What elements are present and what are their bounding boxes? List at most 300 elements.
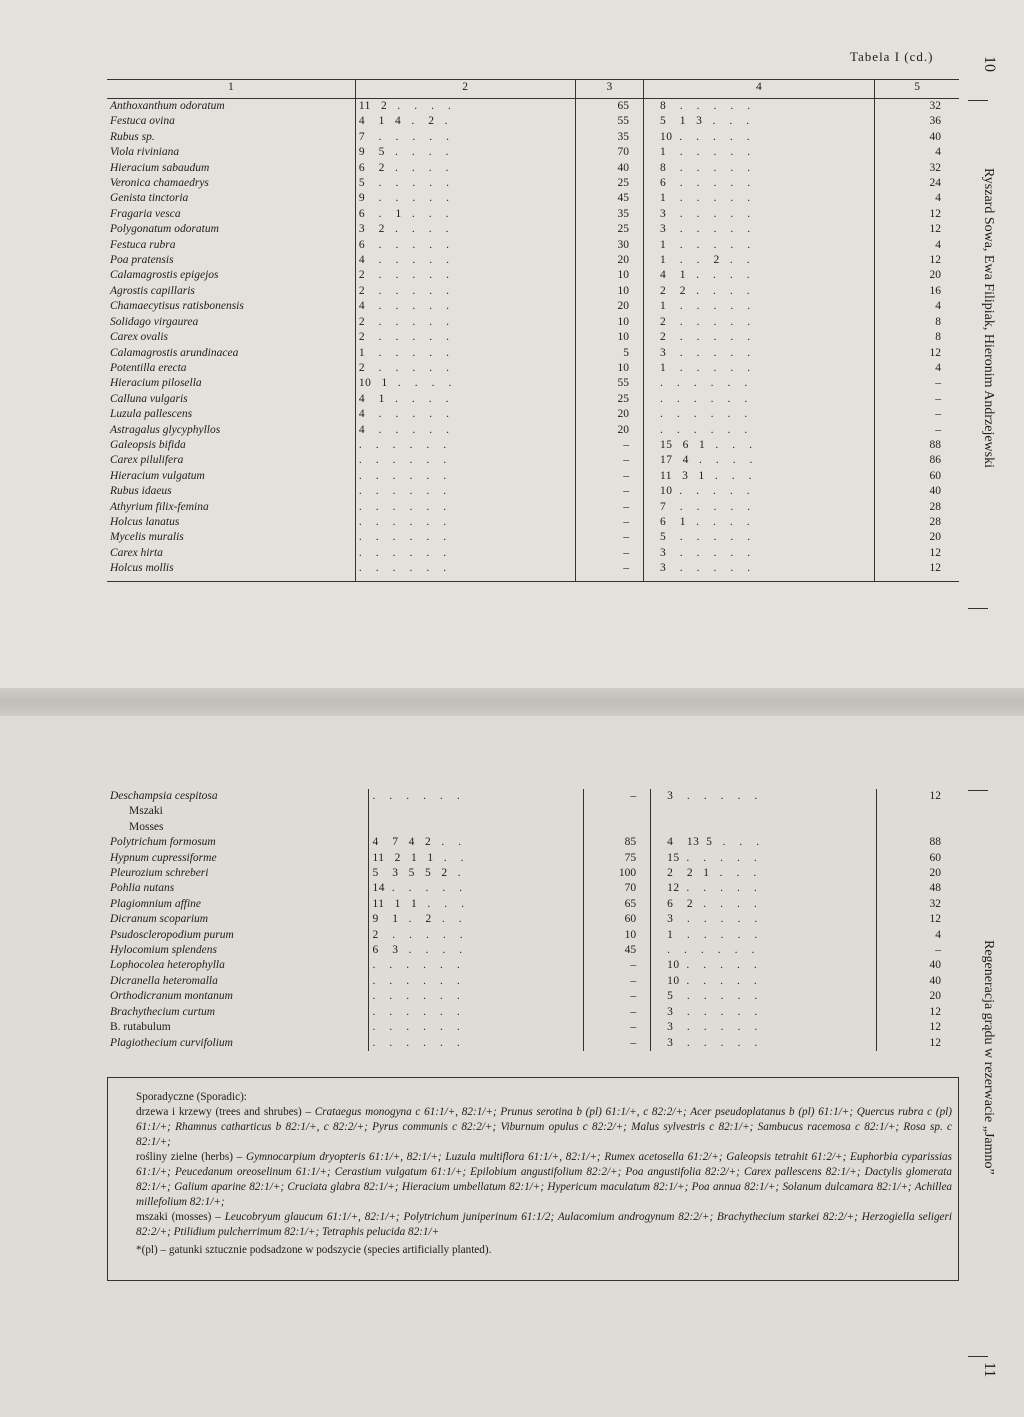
plot-values-cell: 11 1 1 . . .: [369, 897, 584, 912]
cover-cell: 40: [875, 484, 959, 499]
page-number-top: 10: [981, 56, 998, 72]
cover-cell: –: [584, 1020, 651, 1035]
cover-cell: –: [575, 530, 643, 545]
plot-values-cell: . . . . . .: [355, 561, 575, 581]
cover-cell: 55: [575, 114, 643, 129]
species-cell: Holcus lanatus: [110, 515, 180, 528]
species-cell: Polygonatum odoratum: [110, 223, 219, 236]
col-header-4: 4: [643, 80, 874, 99]
cover-cell: –: [575, 438, 643, 453]
cover-cell: 12: [877, 1036, 959, 1051]
species-cell: Rubus sp.: [110, 130, 155, 143]
species-cell: Astragalus glycyphyllos: [110, 423, 221, 436]
plot-values-cell: 6 . . . . .: [643, 176, 874, 191]
plot-values-cell: 12 . . . . .: [651, 881, 877, 896]
cover-cell: 12: [877, 912, 959, 927]
cover-cell: 24: [875, 176, 959, 191]
herbs-list: Gymnocarpium dryopteris 61:1/+, 82:1/+; Luzula multiflora 61:1/+, 82:1/+; Rumex acetosella 61:2/+; Galeopsis tetrahit 61:2/+; Euphorbia cyparissias 61:1/+; Peucedanum oreoselinum 61:1/+; Cerastium vulgatum 61:1/+; Epilobium angustifolium 82:2/+; Poa angustifolia 82:2/+; Carex pallescens 82:1/+; Dactylis glomerata 82:1/+; Galium aparine 82:1/+; Cruciata glabra 82:1/+; Hieracium umbellatum 82:1/+; Hypericum maculatum 82:1/+; Poa annua 82:1/+; Solanum dulcamara 82:1/+; Achillea millefolium 82:1/+;: [136, 1151, 952, 1208]
species-cell: Potentilla erecta: [110, 361, 187, 374]
species-cell: Psudoscleropodium purum: [110, 928, 234, 941]
table-row: [107, 820, 959, 835]
plot-values-cell: 4 . . . . .: [355, 423, 575, 438]
plot-values-cell: . . . . . .: [369, 974, 584, 989]
plot-values-cell: 2 . . . . .: [355, 284, 575, 299]
cover-cell: 8: [875, 330, 959, 345]
table-row: [107, 423, 959, 438]
table-row: [107, 974, 959, 989]
plot-values-cell: 3 . . . . .: [643, 346, 874, 361]
plot-values-cell: 11 2 1 1 . .: [369, 851, 584, 866]
species-cell: Plagiomnium affine: [110, 897, 202, 910]
species-cell: Orthodicranum montanum: [110, 990, 233, 1003]
species-cell: Mycelis muralis: [110, 531, 184, 544]
plot-values-cell: 2 . . . . .: [643, 315, 874, 330]
cover-cell: 12: [875, 561, 959, 581]
plot-values-cell: . . . . . .: [355, 453, 575, 468]
species-cell: Luzula pallescens: [110, 408, 193, 421]
col-header-5: 5: [875, 80, 959, 99]
plot-values-cell: 6 1 . . . .: [643, 515, 874, 530]
plot-values-cell: 1 . . . . .: [643, 238, 874, 253]
plot-values-cell: 1 . . 2 . .: [643, 253, 874, 268]
table-row: [107, 130, 959, 145]
cover-cell: 4: [875, 238, 959, 253]
cover-cell: 10: [575, 315, 643, 330]
species-cell: Poa pratensis: [110, 254, 174, 267]
species-cell: Pohlia nutans: [110, 882, 175, 895]
cover-cell: 32: [875, 99, 959, 115]
plot-values-cell: 7 . . . . .: [355, 130, 575, 145]
species-cell: Fragaria vesca: [110, 207, 181, 220]
cover-cell: –: [875, 392, 959, 407]
species-cell: Hieracium sabaudum: [110, 161, 210, 174]
table-row: [107, 789, 959, 804]
plot-values-cell: 6 2 . . . .: [651, 897, 877, 912]
table-row: [107, 804, 959, 819]
plot-values-cell: . . . . . .: [643, 376, 874, 391]
plot-values-cell: 11 3 1 . . .: [643, 469, 874, 484]
table-row: [107, 222, 959, 237]
cover-cell: 4: [875, 191, 959, 206]
plot-values-cell: 3 . . . . .: [643, 222, 874, 237]
plot-values-cell: 1 . . . . .: [651, 928, 877, 943]
species-cell: Dicranella heteromalla: [110, 974, 218, 987]
plot-values-cell: 15 . . . . .: [651, 851, 877, 866]
plot-values-cell: . . . . . .: [355, 500, 575, 515]
cover-cell: –: [584, 1036, 651, 1051]
cover-cell: 8: [875, 315, 959, 330]
margin-rule: [968, 790, 988, 791]
table-row: [107, 515, 959, 530]
species-cell: Hylocomium splendens: [110, 944, 217, 957]
plot-values-cell: . . . . . .: [369, 1020, 584, 1035]
plot-values-cell: 9 5 . . . .: [355, 145, 575, 160]
cover-cell: 36: [875, 114, 959, 129]
cover-cell: 12: [875, 253, 959, 268]
cover-cell: 12: [875, 207, 959, 222]
cover-cell: 16: [875, 284, 959, 299]
species-cell: Athyrium filix-femina: [110, 500, 209, 513]
vegetation-table-top: [107, 79, 959, 582]
cover-cell: 30: [575, 238, 643, 253]
plot-values-cell: 5 . . . . .: [643, 530, 874, 545]
herbs-label: rośliny zielne (herbs) –: [136, 1151, 243, 1163]
cover-cell: 75: [584, 851, 651, 866]
cover-cell: 12: [877, 789, 959, 804]
cover-cell: 25: [575, 176, 643, 191]
table-row: [107, 207, 959, 222]
table-row: [107, 392, 959, 407]
cover-cell: –: [575, 500, 643, 515]
plot-values-cell: 2 . . . . .: [643, 330, 874, 345]
cover-cell: 20: [875, 268, 959, 283]
plot-values-cell: . . . . . .: [643, 407, 874, 422]
cover-cell: [584, 820, 651, 835]
plot-values-cell: 8 . . . . .: [643, 99, 874, 115]
species-cell: Mosses: [129, 820, 164, 833]
cover-cell: 85: [584, 835, 651, 850]
plot-values-cell: 5 . . . . .: [355, 176, 575, 191]
species-cell: Plagiothecium curvifolium: [110, 1036, 233, 1049]
table-row: [107, 897, 959, 912]
plot-values-cell: 3 . . . . .: [651, 912, 877, 927]
table-row: [107, 851, 959, 866]
cover-cell: 40: [875, 130, 959, 145]
plot-values-cell: . . . . . .: [369, 989, 584, 1004]
table-row: [107, 881, 959, 896]
plot-values-cell: 3 . . . . .: [643, 207, 874, 222]
cover-cell: –: [575, 469, 643, 484]
species-cell: Carex pilulifera: [110, 454, 184, 467]
col-header-1: 1: [107, 80, 355, 99]
table-row: [107, 912, 959, 927]
table-row: [107, 238, 959, 253]
margin-rule: [968, 100, 988, 101]
cover-cell: –: [575, 515, 643, 530]
cover-cell: 12: [875, 546, 959, 561]
cover-cell: –: [584, 1005, 651, 1020]
table-row: [107, 484, 959, 499]
plot-values-cell: 17 4 . . . .: [643, 453, 874, 468]
cover-cell: –: [575, 546, 643, 561]
species-cell: Veronica chamaedrys: [110, 177, 209, 190]
cover-cell: 20: [875, 530, 959, 545]
plot-values-cell: [369, 820, 584, 835]
page-number-bottom: 11: [981, 1362, 998, 1378]
cover-cell: 20: [575, 299, 643, 314]
cover-cell: 28: [875, 515, 959, 530]
cover-cell: –: [575, 453, 643, 468]
species-cell: Calluna vulgaris: [110, 392, 188, 405]
cover-cell: 60: [875, 469, 959, 484]
plot-values-cell: 4 . . . . .: [355, 407, 575, 422]
plot-values-cell: . . . . . .: [355, 484, 575, 499]
cover-cell: 60: [584, 912, 651, 927]
cover-cell: 45: [584, 943, 651, 958]
cover-cell: 48: [877, 881, 959, 896]
cover-cell: 12: [875, 222, 959, 237]
mosses-list: Leucobryum glaucum 61:1/+, 82:1/+; Polytrichum juniperinum 61:1/2; Aulacomium androgynum 82:2/+; Brachythecium starkei 82:2/+; Herzogiella seligeri 82:2/+; Ptilidium pulcherrimum 82:1/+; Tetraphis pelucida 82:1/+: [136, 1211, 952, 1238]
plot-values-cell: 1 . . . . .: [643, 361, 874, 376]
cover-cell: 4: [877, 928, 959, 943]
cover-cell: –: [875, 423, 959, 438]
plot-values-cell: 5 . . . . .: [651, 989, 877, 1004]
species-cell: Carex hirta: [110, 546, 163, 559]
plot-values-cell: 6 2 . . . .: [355, 161, 575, 176]
cover-cell: 10: [575, 284, 643, 299]
footnote: *(pl) – gatunki sztucznie podsadzone w podszycie (species artificially planted).: [136, 1244, 492, 1256]
plot-values-cell: 4 . . . . .: [355, 253, 575, 268]
species-cell: Hypnum cupressiforme: [110, 851, 217, 864]
cover-cell: 55: [575, 376, 643, 391]
species-cell: Hieracium pilosella: [110, 377, 202, 390]
table-row: [107, 376, 959, 391]
plot-values-cell: 2 2 1 . . .: [651, 866, 877, 881]
plot-values-cell: . . . . . .: [369, 1005, 584, 1020]
cover-cell: 88: [877, 835, 959, 850]
cover-cell: 25: [575, 392, 643, 407]
cover-cell: 10: [575, 268, 643, 283]
plot-values-cell: 2 2 . . . .: [643, 284, 874, 299]
cover-cell: 12: [875, 346, 959, 361]
cover-cell: –: [875, 407, 959, 422]
plot-values-cell: . . . . . .: [369, 1036, 584, 1051]
table-row: [107, 438, 959, 453]
running-head-authors: Ryszard Sowa, Ewa Filipiak, Hieronim Andrzejewski: [981, 168, 996, 468]
table-row: [107, 361, 959, 376]
species-cell: Lophocolea heterophylla: [110, 959, 225, 972]
running-head-title: Regeneracja grądu w rezerwacie „Jamno”: [981, 940, 996, 1175]
plot-values-cell: [651, 820, 877, 835]
cover-cell: 32: [875, 161, 959, 176]
table-row: [107, 268, 959, 283]
plot-values-cell: 3 . . . . .: [651, 1036, 877, 1051]
table-row: [107, 866, 959, 881]
cover-cell: 20: [575, 407, 643, 422]
cover-cell: 70: [575, 145, 643, 160]
plot-values-cell: 4 1 4 . 2 .: [355, 114, 575, 129]
table-row: [107, 114, 959, 129]
plot-values-cell: . . . . . .: [643, 392, 874, 407]
cover-cell: –: [575, 561, 643, 581]
cover-cell: 5: [575, 346, 643, 361]
table-row: [107, 176, 959, 191]
plot-values-cell: [369, 804, 584, 819]
col-header-2: 2: [355, 80, 575, 99]
cover-cell: 32: [877, 897, 959, 912]
species-cell: Genista tinctoria: [110, 192, 189, 205]
cover-cell: 86: [875, 453, 959, 468]
plot-values-cell: . . . . . .: [369, 958, 584, 973]
plot-values-cell: 10 . . . . .: [643, 130, 874, 145]
plot-values-cell: 10 1 . . . .: [355, 376, 575, 391]
species-cell: Chamaecytisus ratisbonensis: [110, 300, 244, 313]
plot-values-cell: 4 1 . . . .: [643, 268, 874, 283]
cover-cell: 65: [575, 99, 643, 115]
plot-values-cell: 5 3 5 5 2 .: [369, 866, 584, 881]
trees-label: drzewa i krzewy (trees and shrubes) –: [136, 1106, 312, 1118]
margin-rule: [968, 1356, 988, 1357]
plot-values-cell: . . . . . .: [355, 530, 575, 545]
cover-cell: 10: [575, 330, 643, 345]
table-row: [107, 1005, 959, 1020]
table-row: [107, 191, 959, 206]
plot-values-cell: 3 2 . . . .: [355, 222, 575, 237]
plot-values-cell: 9 1 . 2 . .: [369, 912, 584, 927]
cover-cell: 10: [575, 361, 643, 376]
species-cell: Solidago virgaurea: [110, 315, 199, 328]
species-cell: Festuca rubra: [110, 238, 176, 251]
mosses-label: mszaki (mosses) –: [136, 1211, 221, 1223]
species-cell: Viola riviniana: [110, 146, 180, 159]
plot-values-cell: 6 . . . . .: [355, 238, 575, 253]
plot-values-cell: 3 . . . . .: [651, 789, 877, 804]
plot-values-cell: 3 . . . . .: [651, 1005, 877, 1020]
species-cell: Deschampsia cespitosa: [110, 790, 218, 802]
plot-values-cell: 7 . . . . .: [643, 500, 874, 515]
species-cell: Rubus idaeus: [110, 485, 172, 498]
plot-values-cell: 1 . . . . .: [643, 299, 874, 314]
plot-values-cell: . . . . . .: [651, 943, 877, 958]
plot-values-cell: 2 . . . . .: [355, 361, 575, 376]
species-cell: Polytrichum formosum: [110, 836, 216, 849]
plot-values-cell: 1 . . . . .: [355, 346, 575, 361]
table-row: [107, 546, 959, 561]
species-cell: Brachythecium curtum: [110, 1005, 216, 1018]
plot-values-cell: . . . . . .: [355, 469, 575, 484]
table-row: [107, 1020, 959, 1035]
plot-values-cell: 11 2 . . . .: [355, 99, 575, 115]
table-body: [107, 789, 959, 1051]
cover-cell: 45: [575, 191, 643, 206]
plot-values-cell: [651, 804, 877, 819]
table-row: [107, 500, 959, 515]
cover-cell: 12: [877, 1020, 959, 1035]
col-header-3: 3: [575, 80, 643, 99]
species-cell: Festuca ovina: [110, 115, 175, 128]
species-cell: Agrostis capillaris: [110, 284, 195, 297]
plot-values-cell: 10 . . . . .: [651, 958, 877, 973]
plot-values-cell: 9 . . . . .: [355, 191, 575, 206]
table-row: [107, 928, 959, 943]
cover-cell: 40: [575, 161, 643, 176]
species-cell: Pleurozium schreberi: [110, 867, 209, 880]
table-row: [107, 469, 959, 484]
cover-cell: 35: [575, 130, 643, 145]
cover-cell: [877, 820, 959, 835]
species-cell: Calamagrostis arundinacea: [110, 346, 239, 359]
plot-values-cell: 3 . . . . .: [643, 561, 874, 581]
table-row: [107, 561, 959, 581]
plot-values-cell: . . . . . .: [355, 438, 575, 453]
plot-values-cell: 2 . . . . .: [355, 315, 575, 330]
cover-cell: [584, 804, 651, 819]
species-cell: Holcus mollis: [107, 561, 355, 581]
cover-cell: 28: [875, 500, 959, 515]
cover-cell: 100: [584, 866, 651, 881]
plot-values-cell: 2 . . . . .: [369, 928, 584, 943]
cover-cell: 20: [877, 866, 959, 881]
sporadic-species-note: [107, 1077, 959, 1281]
plot-values-cell: 15 6 1 . . .: [643, 438, 874, 453]
cover-cell: 4: [875, 145, 959, 160]
cover-cell: 25: [575, 222, 643, 237]
plot-values-cell: 1 . . . . .: [643, 191, 874, 206]
table-row: [107, 407, 959, 422]
table-row: [107, 835, 959, 850]
plot-values-cell: 10 . . . . .: [643, 484, 874, 499]
table-row: [107, 284, 959, 299]
table-row: [107, 161, 959, 176]
table-row: [107, 346, 959, 361]
cover-cell: –: [584, 958, 651, 973]
species-cell: Carex ovalis: [110, 331, 169, 344]
species-cell: Calamagrostis epigejos: [110, 269, 219, 282]
cover-cell: 12: [877, 1005, 959, 1020]
plot-values-cell: . . . . . .: [369, 789, 584, 804]
species-cell: Mszaki: [129, 805, 163, 818]
cover-cell: 65: [584, 897, 651, 912]
plot-values-cell: 14 . . . . .: [369, 881, 584, 896]
sporadic-heading: Sporadyczne (Sporadic):: [136, 1091, 247, 1103]
table-row: [107, 299, 959, 314]
plot-values-cell: . . . . . .: [643, 423, 874, 438]
cover-cell: –: [875, 376, 959, 391]
cover-cell: 35: [575, 207, 643, 222]
species-cell: Hieracium vulgatum: [110, 469, 205, 482]
table-row: [107, 943, 959, 958]
species-cell: Anthoxanthum odoratum: [110, 100, 225, 112]
cover-cell: –: [584, 789, 651, 804]
table-row: [107, 315, 959, 330]
plot-values-cell: 2 . . . . .: [355, 330, 575, 345]
cover-cell: [877, 804, 959, 819]
cover-cell: –: [877, 943, 959, 958]
table-row: [107, 530, 959, 545]
plot-values-cell: 10 . . . . .: [651, 974, 877, 989]
cover-cell: 20: [575, 423, 643, 438]
cover-cell: 10: [584, 928, 651, 943]
table-body: [107, 99, 959, 582]
margin-rule: [968, 608, 988, 609]
plot-values-cell: 5 1 3 . . .: [643, 114, 874, 129]
table-row: [107, 1036, 959, 1051]
plot-values-cell: 4 13 5 . . .: [651, 835, 877, 850]
species-cell: Galeopsis bifida: [110, 438, 186, 451]
cover-cell: 4: [875, 299, 959, 314]
cover-cell: 20: [575, 253, 643, 268]
cover-cell: –: [575, 484, 643, 499]
cover-cell: 70: [584, 881, 651, 896]
cover-cell: 40: [877, 958, 959, 973]
table-row: [107, 989, 959, 1004]
cover-cell: 4: [875, 361, 959, 376]
table-title: Tabela I (cd.): [850, 49, 934, 64]
cover-cell: 60: [877, 851, 959, 866]
plot-values-cell: 4 1 . . . .: [355, 392, 575, 407]
table-row: [107, 253, 959, 268]
table-row: [107, 330, 959, 345]
species-cell: B. rutabulum: [110, 1021, 171, 1034]
table-row: [107, 453, 959, 468]
cover-cell: 20: [877, 989, 959, 1004]
plot-values-cell: 4 . . . . .: [355, 299, 575, 314]
plot-values-cell: . . . . . .: [355, 546, 575, 561]
cover-cell: –: [584, 974, 651, 989]
plot-values-cell: 1 . . . . .: [643, 145, 874, 160]
plot-values-cell: . . . . . .: [355, 515, 575, 530]
plot-values-cell: 8 . . . . .: [643, 161, 874, 176]
